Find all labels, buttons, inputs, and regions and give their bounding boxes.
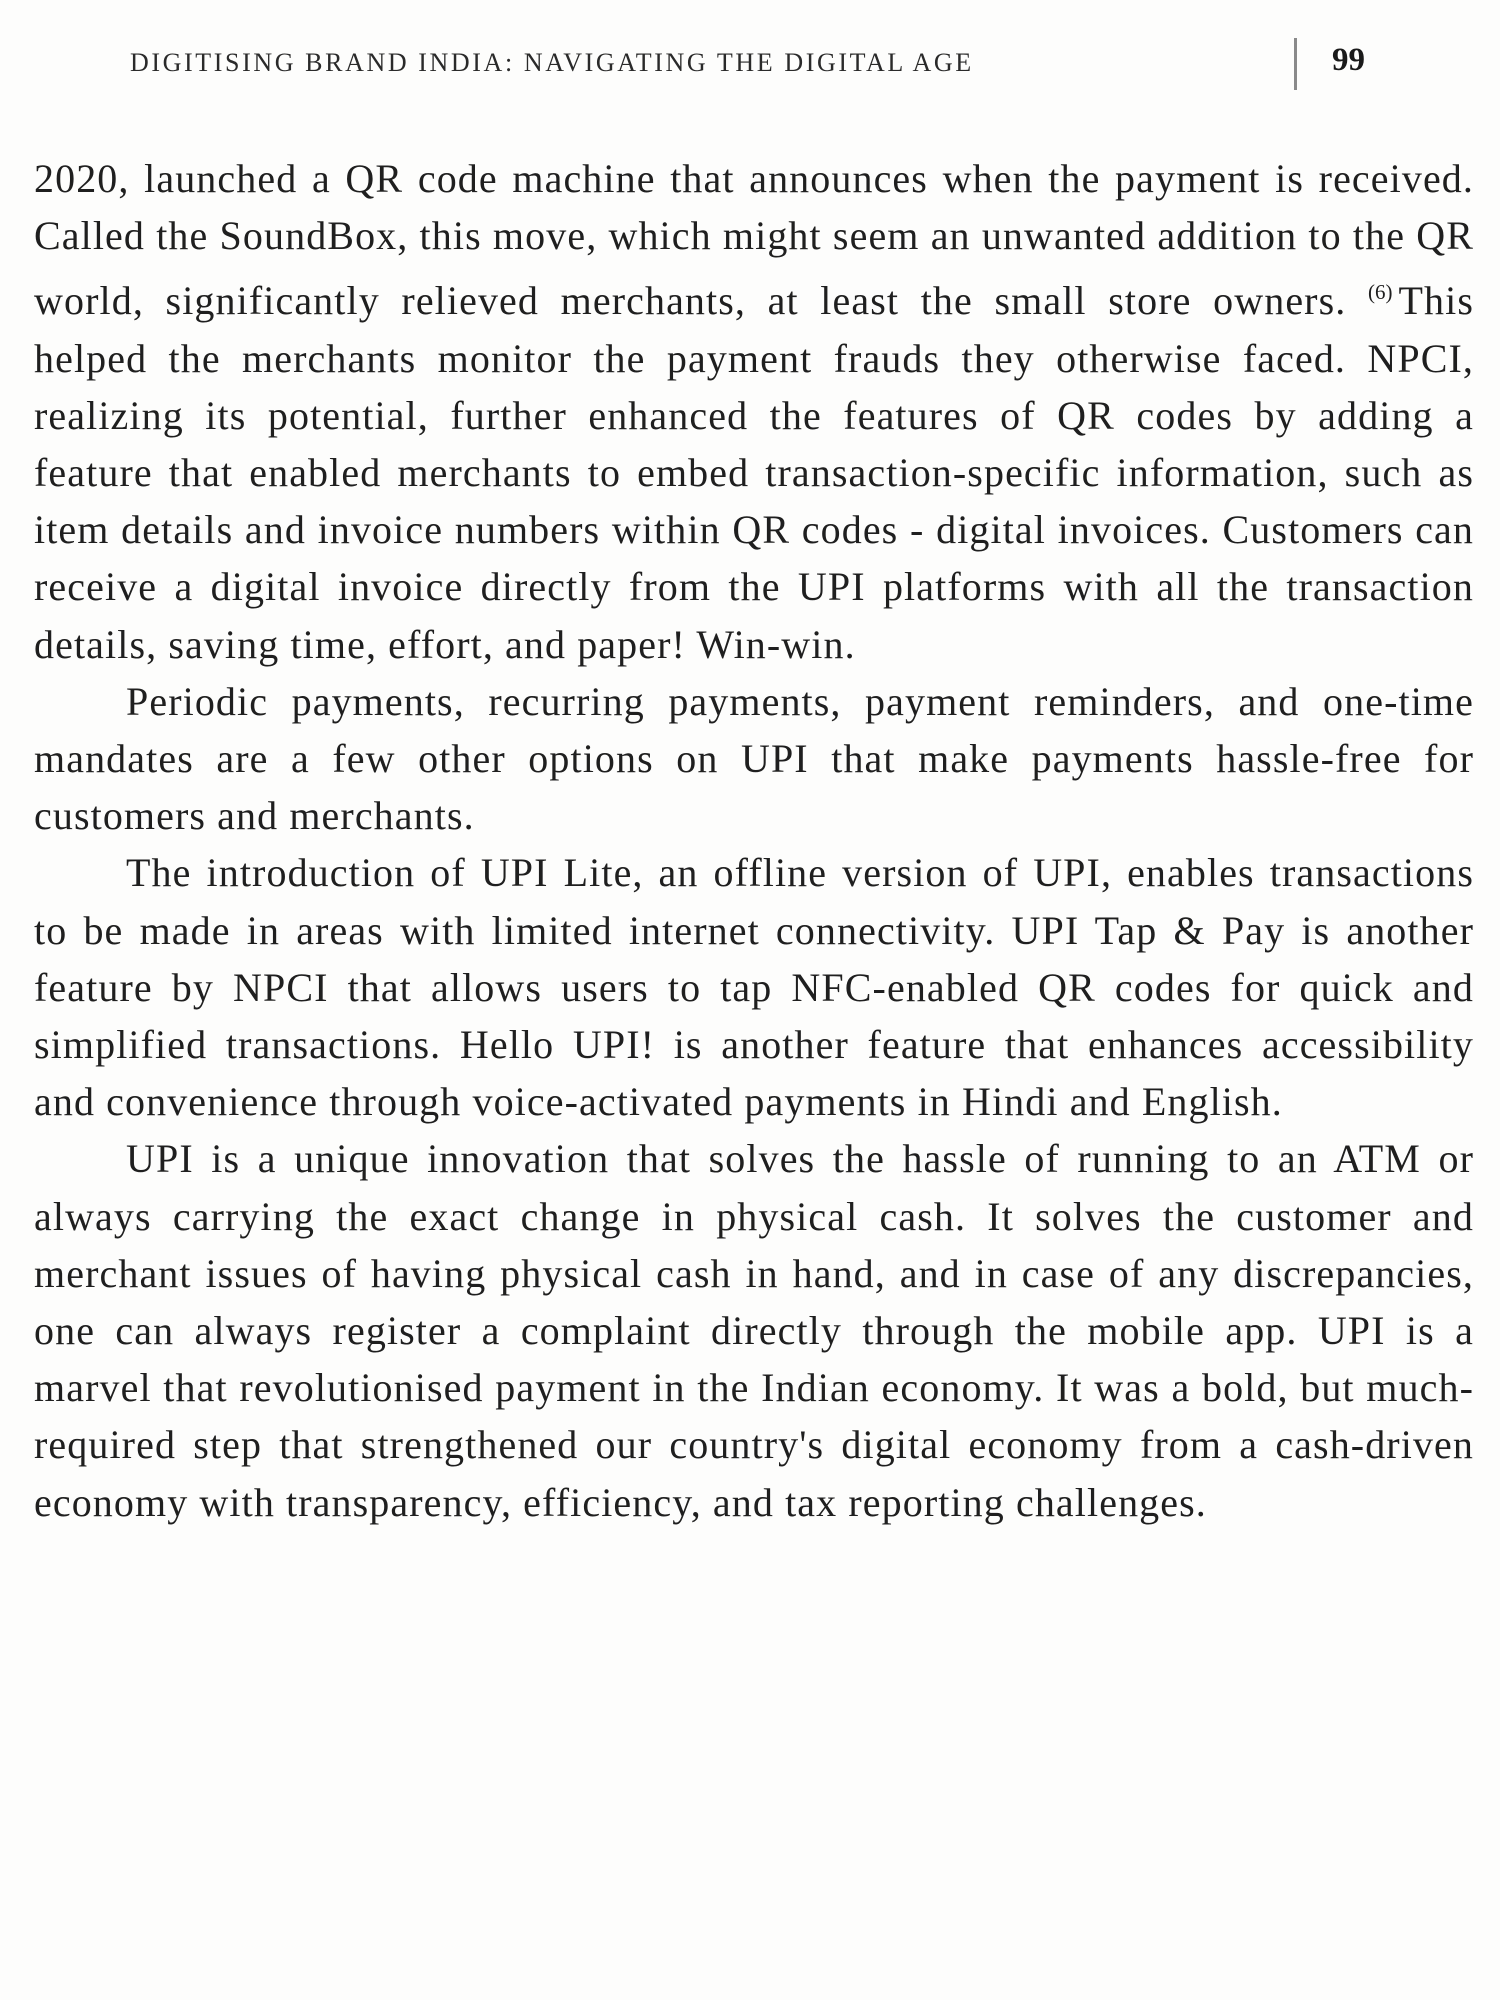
running-title: DIGITISING BRAND INDIA: NAVIGATING THE DIGITAL AGE — [130, 48, 974, 77]
body-text — [34, 150, 1474, 1531]
paragraph-1-text-b: This helped the merchants monitor the payment frauds they otherwise faced. NPCI, realizing its potential, further enhanced the features of QR codes by adding a feature that enabled merchants to embed transaction-specific information, such as item details and invoice numbers within QR codes - digital invoices. Customers can receive a digital invoice directly from the UPI platforms with all the transaction details, saving time, effort, and paper! Win-win. — [34, 278, 1474, 667]
paragraph-3: The introduction of UPI Lite, an offline version of UPI, enables transactions to be made in areas with limited internet connectivity. UPI Tap & Pay is another feature by NPCI that allows users to tap NFC-enabled QR codes for quick and simplified transactions. Hello UPI! is another feature that enhances accessibility and convenience through voice-activated payments in Hindi and English. — [34, 850, 1474, 1125]
paragraph-1 — [34, 150, 1474, 673]
footnote-reference: (6) — [1367, 280, 1393, 305]
running-header — [100, 42, 1400, 82]
paragraph-2: Periodic payments, recurring payments, payment reminders, and one-time mandates are a few other options on UPI that make payments hassle-free for customers and merchants. — [34, 678, 1474, 839]
header-divider — [1294, 38, 1297, 90]
paragraph-4: UPI is a unique innovation that solves the hassle of running to an ATM or always carrying the exact change in physical cash. It solves the customer and merchant issues of having physical cash in hand, and in case of any discrepancies, one can always register a complaint directly through the mobile app. UPI is a marvel that revolutionised payment in the Indian economy. It was a bold, but much-required step that strengthened our country's digital economy from a cash-driven economy with transparency, efficiency, and tax reporting challenges. — [34, 1136, 1474, 1525]
paragraph-1-text-a: 2020, launched a QR code machine that announces when the payment is received. Called the SoundBox, this move, which might seem an unwanted addition to the QR world, significantly relieved merchants, at least the small store owners. — [34, 156, 1474, 324]
page-number: 99 — [1332, 42, 1365, 78]
